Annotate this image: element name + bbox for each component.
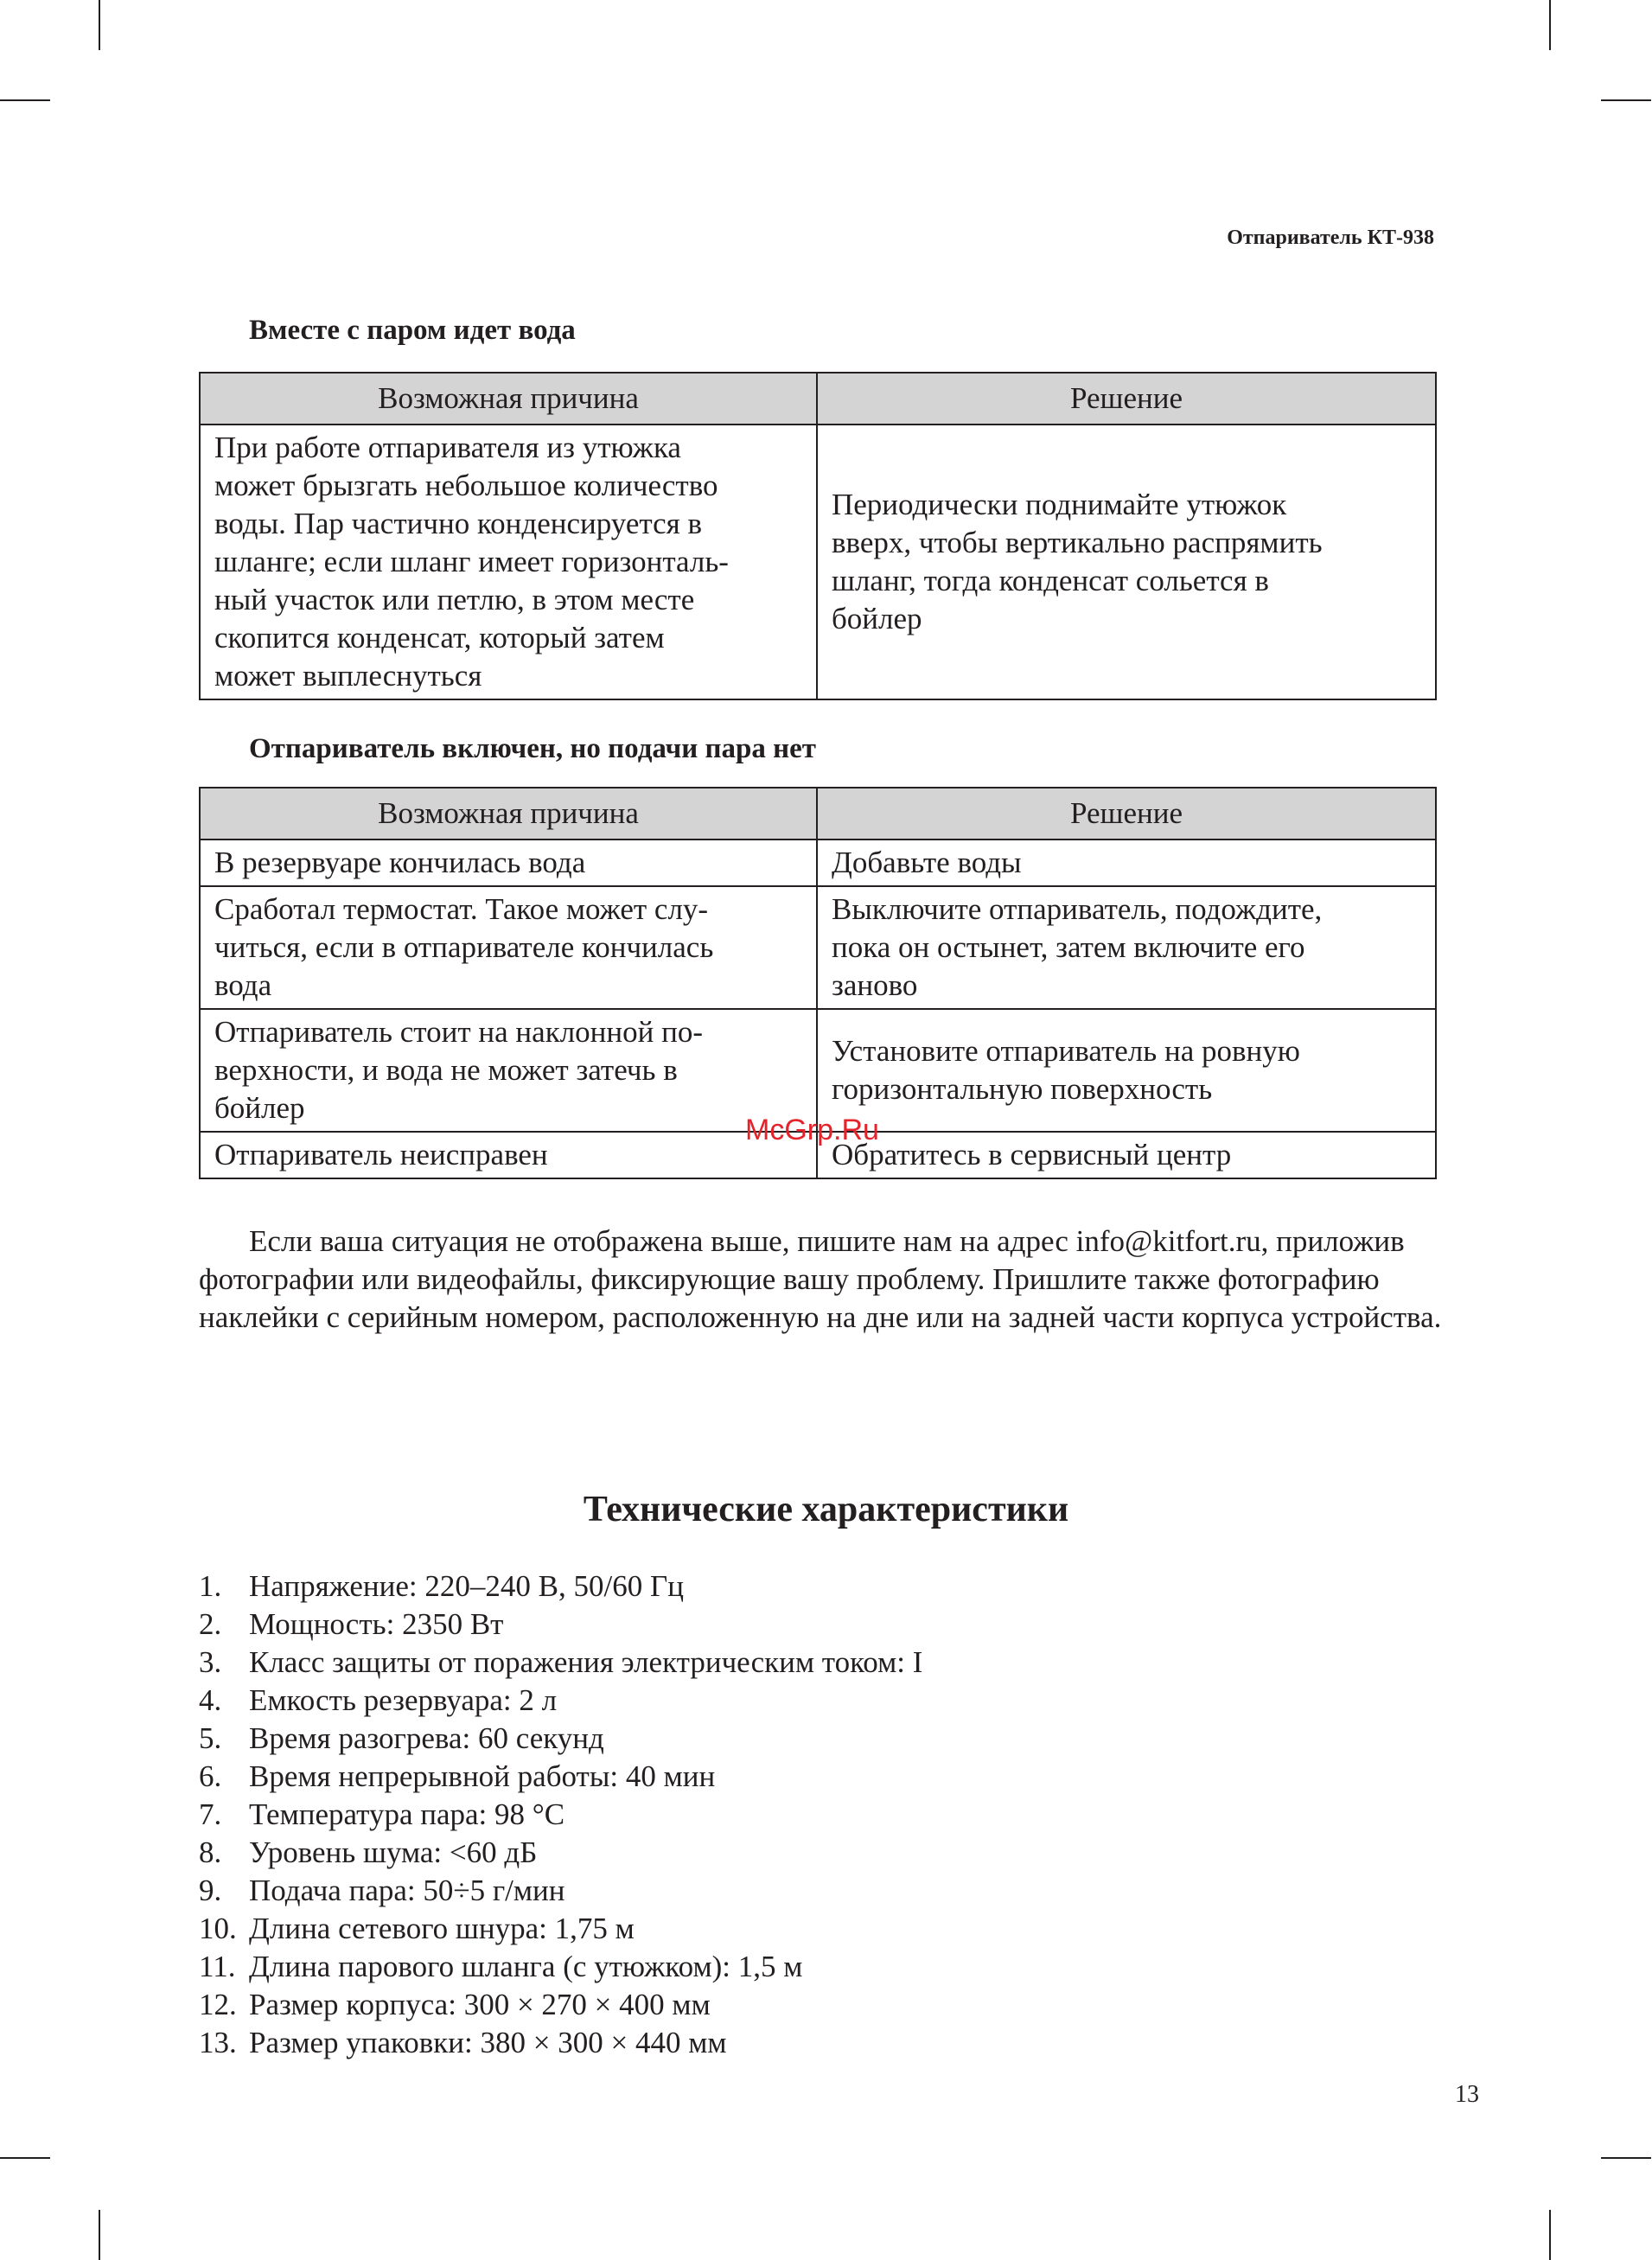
cause-cell xyxy=(200,840,817,886)
list-item xyxy=(199,1682,922,1720)
list-item xyxy=(199,1720,922,1758)
crop-mark-top-left xyxy=(99,0,100,50)
column-header-cause: Возможная причина xyxy=(200,373,817,425)
item-text: Напряжение: 220–240 В, 50/60 Гц xyxy=(249,1569,684,1603)
list-item xyxy=(199,1872,922,1910)
cause-text: В резервуаре кончилась вода xyxy=(214,846,586,879)
item-text: Подача пара: 50÷5 г/мин xyxy=(249,1874,565,1907)
item-number: 1. xyxy=(199,1569,222,1603)
section-title-no-steam: Отпариватель включен, но подачи пара нет xyxy=(249,733,816,764)
solution-cell xyxy=(817,1132,1436,1178)
item-number: 4. xyxy=(199,1683,222,1717)
solution-cell xyxy=(817,1009,1436,1132)
item-number: 9. xyxy=(199,1874,222,1907)
item-text: Емкость резервуара: 2 л xyxy=(249,1683,558,1717)
crop-mark-bottom-left-h xyxy=(0,2157,50,2159)
item-text: Мощность: 2350 Вт xyxy=(249,1607,504,1641)
cause-text: Отпариватель стоит на наклонной по- верхности, и вода не может затечь в бойлер xyxy=(214,1015,703,1125)
cause-cell xyxy=(200,1009,817,1132)
item-text: Время непрерывной работы: 40 мин xyxy=(249,1759,716,1793)
solution-cell xyxy=(817,425,1436,699)
item-number: 2. xyxy=(199,1607,222,1641)
crop-mark-bottom-left xyxy=(99,2210,100,2260)
item-number: 3. xyxy=(199,1645,222,1679)
solution-text: Установите отпариватель на ровную горизонтальную поверхность xyxy=(832,1034,1300,1106)
column-header-solution: Решение xyxy=(817,788,1436,840)
table-header-row xyxy=(200,788,1436,840)
solution-text: Выключите отпариватель, подождите, пока он остынет, затем включите его заново xyxy=(832,892,1323,1002)
table-row xyxy=(200,425,1436,699)
column-header-cause: Возможная причина xyxy=(200,788,817,840)
list-item xyxy=(199,1986,922,2024)
solution-cell xyxy=(817,840,1436,886)
item-text: Температура пара: 98 °С xyxy=(249,1797,565,1831)
list-item xyxy=(199,2024,922,2062)
crop-mark-top-right-h xyxy=(1601,99,1651,101)
list-item xyxy=(199,1644,922,1682)
list-item xyxy=(199,1567,922,1606)
column-header-solution: Решение xyxy=(817,373,1436,425)
solution-text: Периодически поднимайте утюжок вверх, чтобы вертикально распрямить шланг, тогда конденсат сольется в бойлер xyxy=(832,488,1323,635)
solution-cell xyxy=(817,886,1436,1009)
item-number: 11. xyxy=(199,1950,236,1983)
list-item xyxy=(199,1606,922,1644)
table-header-row xyxy=(200,373,1436,425)
page-number: 13 xyxy=(1455,2081,1479,2108)
item-number: 8. xyxy=(199,1835,222,1869)
item-number: 6. xyxy=(199,1759,222,1793)
cause-cell xyxy=(200,425,817,699)
running-header: Отпариватель КТ-938 xyxy=(1227,227,1434,249)
troubleshoot-table-water xyxy=(199,372,1437,700)
cause-text: При работе отпаривателя из утюжка может брызгать небольшое количество воды. Пар частично конденсируется в шланге; если шланг имеет горизонталь- ный участок или петлю, в этом месте скопится конденсат, который затем может выплеснуться xyxy=(214,431,729,693)
item-number: 10. xyxy=(199,1912,237,1945)
crop-mark-bottom-right-h xyxy=(1601,2157,1651,2159)
item-text: Уровень шума: <60 дБ xyxy=(249,1835,538,1869)
item-number: 7. xyxy=(199,1797,222,1831)
solution-text: Обратитесь в сервисный центр xyxy=(832,1138,1232,1171)
section-title-water: Вместе с паром идет вода xyxy=(249,315,576,346)
table-row xyxy=(200,840,1436,886)
cause-cell xyxy=(200,1132,817,1178)
list-item xyxy=(199,1834,922,1872)
watermark: McGrp.Ru xyxy=(745,1114,879,1146)
list-item xyxy=(199,1758,922,1796)
crop-mark-top-right xyxy=(1549,0,1551,50)
item-number: 5. xyxy=(199,1721,222,1755)
item-number: 13. xyxy=(199,2026,237,2059)
item-text: Размер упаковки: 380 × 300 × 440 мм xyxy=(249,2026,727,2059)
solution-text: Добавьте воды xyxy=(832,846,1022,879)
crop-mark-top-left-h xyxy=(0,99,50,101)
item-text: Длина парового шланга (с утюжком): 1,5 м xyxy=(249,1950,803,1983)
item-number: 12. xyxy=(199,1988,237,2021)
cause-text: Сработал термостат. Такое может слу- читься, если в отпаривателе кончилась вода xyxy=(214,892,714,1002)
cause-text: Отпариватель неисправен xyxy=(214,1138,548,1171)
list-item xyxy=(199,1948,922,1986)
table-row xyxy=(200,886,1436,1009)
crop-mark-bottom-right xyxy=(1549,2210,1551,2260)
cause-cell xyxy=(200,886,817,1009)
list-item xyxy=(199,1796,922,1834)
item-text: Класс защиты от поражения электрическим током: I xyxy=(249,1645,923,1679)
tech-specs-title: Технические характеристики xyxy=(583,1490,1069,1529)
tech-specs-list xyxy=(199,1567,922,2062)
list-item xyxy=(199,1910,922,1948)
item-text: Длина сетевого шнура: 1,75 м xyxy=(249,1912,635,1945)
item-text: Размер корпуса: 300 × 270 × 400 мм xyxy=(249,1988,711,2021)
contact-note: Если ваша ситуация не отображена выше, пишите нам на адрес info@kitfort.ru, приложив фотографии или видеофайлы, фиксирующие вашу проблему. Пришлите также фотографию наклейки с серийным номером, расположенную на дне или на задней части корпуса устройства. xyxy=(199,1224,1442,1334)
item-text: Время разогрева: 60 секунд xyxy=(249,1721,604,1755)
